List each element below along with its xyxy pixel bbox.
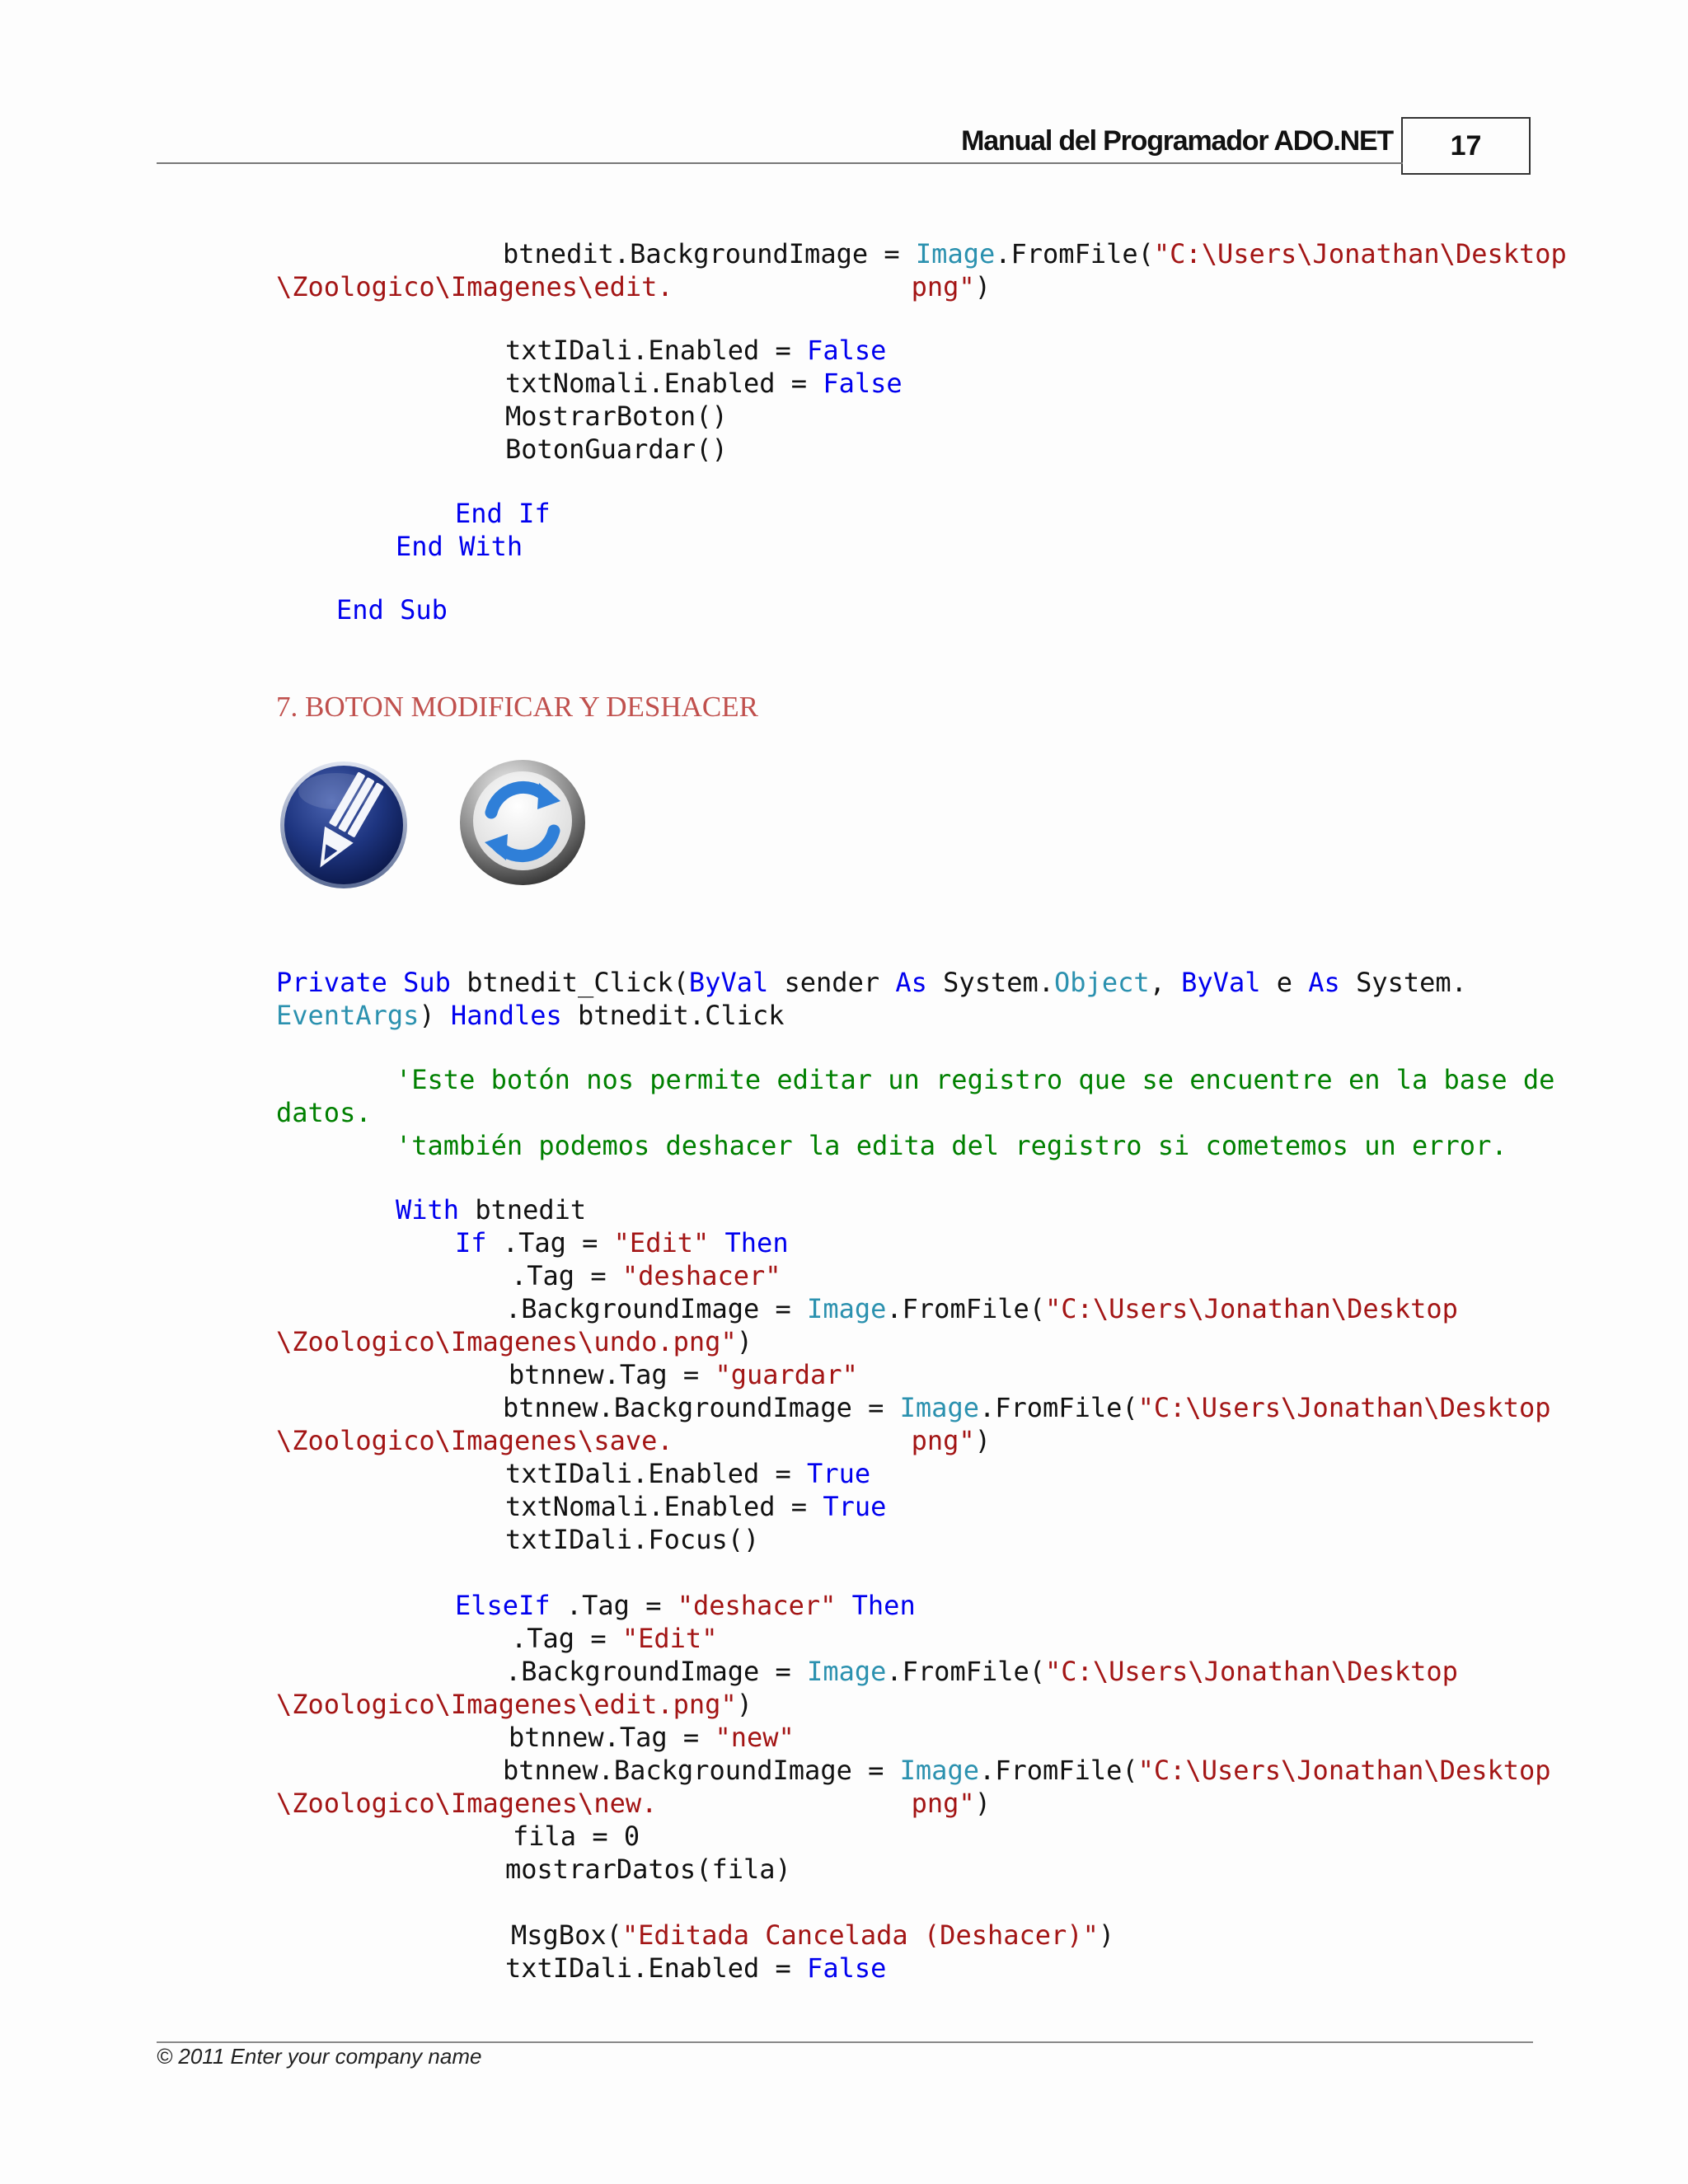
code-token: "Edit" [621,1623,718,1654]
code-line [505,1292,1458,1325]
code-token: btnedit.Click [561,1000,785,1031]
code-line [509,1358,858,1391]
refresh-undo-icon [458,758,587,892]
code-token: "new" [715,1722,795,1753]
code-token: ) [419,1000,451,1031]
code-token: End Sub [336,594,448,626]
code-line [509,1721,795,1754]
running-header-title: Manual del Programador ADO.NET [961,125,1393,157]
code-line [396,1063,1554,1096]
code-token: ) [974,271,991,302]
code-line [396,1129,1507,1162]
code-token: MsgBox( [511,1919,622,1951]
code-token: "Edit" [613,1227,710,1258]
code-token: ByVal [1181,967,1261,998]
code-token: txtNomali.Enabled = [505,368,823,399]
code-line [276,999,785,1032]
code-token: btnedit_Click( [450,967,689,998]
code-line [505,1457,870,1490]
code-token: btnedit.BackgroundImage = [503,238,916,269]
code-token: ) [736,1326,753,1357]
code-line [276,966,1467,999]
code-line [505,400,728,433]
code-token: btnnew.BackgroundImage = [503,1755,900,1786]
code-token [836,1590,851,1621]
code-token: BotonGuardar() [505,434,728,465]
code-line [505,1655,1458,1688]
code-token: Image [807,1293,887,1324]
code-line [505,433,728,466]
code-line [511,1259,781,1292]
page-number-box [1401,117,1531,175]
code-token: txtIDali.Enabled = [505,1458,808,1489]
pencil-edit-icon [279,760,409,890]
code-token: fila = 0 [513,1821,640,1852]
code-token: .BackgroundImage = [505,1293,808,1324]
header-divider [157,162,1403,164]
code-line [455,1589,916,1622]
code-token: Object [1054,967,1150,998]
code-token: ) [736,1689,753,1720]
code-token: End If [455,498,551,529]
code-token: txtIDali.Focus() [505,1524,760,1555]
code-token: ElseIf [455,1590,551,1621]
code-line [396,1193,586,1226]
code-line [276,1787,991,1820]
code-token: If [455,1227,487,1258]
code-token: ) [974,1788,991,1819]
code-token: btnnew.BackgroundImage = [503,1392,900,1423]
code-token: .Tag = [486,1227,614,1258]
code-token: .Tag = [511,1623,622,1654]
code-token: .FromFile( [886,1293,1046,1324]
code-token: Image [899,1392,979,1423]
code-line [511,1622,717,1655]
footer-copyright: © 2011 Enter your company name [157,2044,482,2069]
code-line [276,1325,753,1358]
code-token: Handles [450,1000,562,1031]
code-token: .FromFile( [978,1392,1138,1423]
code-token: \Zoologico\Imagenes\edit.png" [276,1689,737,1720]
code-token: 'Este botón nos permite editar un registro que se encuentre en la base de [396,1064,1555,1095]
code-token: mostrarDatos(fila) [505,1854,791,1885]
code-token: \Zoologico\Imagenes\edit. png" [276,271,975,302]
code-line [336,593,448,626]
code-token: "C:\Users\Jonathan\Desktop [1137,1392,1551,1423]
code-token: .BackgroundImage = [505,1656,808,1687]
code-token: \Zoologico\Imagenes\undo.png" [276,1326,737,1357]
code-token: txtIDali.Enabled = [505,1952,808,1984]
code-token: ) [974,1425,991,1456]
code-token: Private Sub [276,967,451,998]
code-token [709,1227,724,1258]
code-token: ByVal [688,967,769,998]
code-token: "C:\Users\Jonathan\Desktop [1045,1293,1458,1324]
code-token: Image [915,238,996,269]
section-heading: 7. BOTON MODIFICAR Y DESHACER [276,691,759,723]
code-line [503,1754,1551,1787]
code-token: MostrarBoton() [505,401,728,432]
code-token: .FromFile( [978,1755,1138,1786]
code-token: e [1260,967,1309,998]
code-line [455,1226,789,1259]
code-token: "deshacer" [677,1590,837,1621]
code-token: False [807,335,887,366]
code-token: txtNomali.Enabled = [505,1491,823,1522]
code-line [505,1490,886,1523]
code-line [276,270,991,303]
code-line [505,1523,759,1556]
code-line [396,530,523,563]
code-token: Then [724,1227,789,1258]
code-token: Image [899,1755,979,1786]
footer-divider [157,2041,1533,2043]
code-token: "guardar" [715,1359,858,1390]
code-token: sender [768,967,896,998]
code-token: False [807,1952,887,1984]
code-token: "C:\Users\Jonathan\Desktop [1137,1755,1551,1786]
code-token: , [1149,967,1182,998]
code-line [505,1853,791,1886]
code-token: As [895,967,927,998]
code-token: "C:\Users\Jonathan\Desktop [1153,238,1567,269]
code-token: .FromFile( [995,238,1154,269]
code-line [505,334,886,367]
code-token: End With [396,531,523,562]
code-token: 'también podemos deshacer la edita del registro si cometemos un error. [396,1130,1507,1161]
code-token: .FromFile( [886,1656,1046,1687]
code-token: "C:\Users\Jonathan\Desktop [1045,1656,1458,1687]
code-token: btnnew.Tag = [509,1359,715,1390]
code-token: \Zoologico\Imagenes\new. png" [276,1788,975,1819]
code-line [276,1424,991,1457]
code-token: btnnew.Tag = [509,1722,715,1753]
code-token: \Zoologico\Imagenes\save. png" [276,1425,975,1456]
code-line [276,1096,372,1129]
code-token: With [396,1194,460,1226]
code-token: datos. [276,1097,372,1128]
code-token: True [823,1491,887,1522]
page-number: 17 [1450,129,1482,162]
code-token: ) [1098,1919,1115,1951]
code-token: System. [926,967,1055,998]
code-token: txtIDali.Enabled = [505,335,808,366]
code-token: True [807,1458,871,1489]
code-line [505,367,903,400]
code-line [503,1391,1551,1424]
code-token: .Tag = [550,1590,678,1621]
code-token: .Tag = [511,1260,622,1291]
code-token: Then [851,1590,916,1621]
code-line [511,1919,1114,1952]
code-token: "deshacer" [621,1260,781,1291]
code-token: As [1308,967,1340,998]
code-line [513,1820,640,1853]
code-token: "Editada Cancelada (Deshacer)" [621,1919,1099,1951]
code-line [503,237,1567,270]
code-token: EventArgs [276,1000,420,1031]
code-line [276,1688,753,1721]
code-token: False [823,368,903,399]
code-line [455,497,551,530]
code-token: Image [807,1656,887,1687]
code-line [505,1952,886,1985]
code-token: System. [1339,967,1467,998]
code-token: btnedit [459,1194,587,1226]
